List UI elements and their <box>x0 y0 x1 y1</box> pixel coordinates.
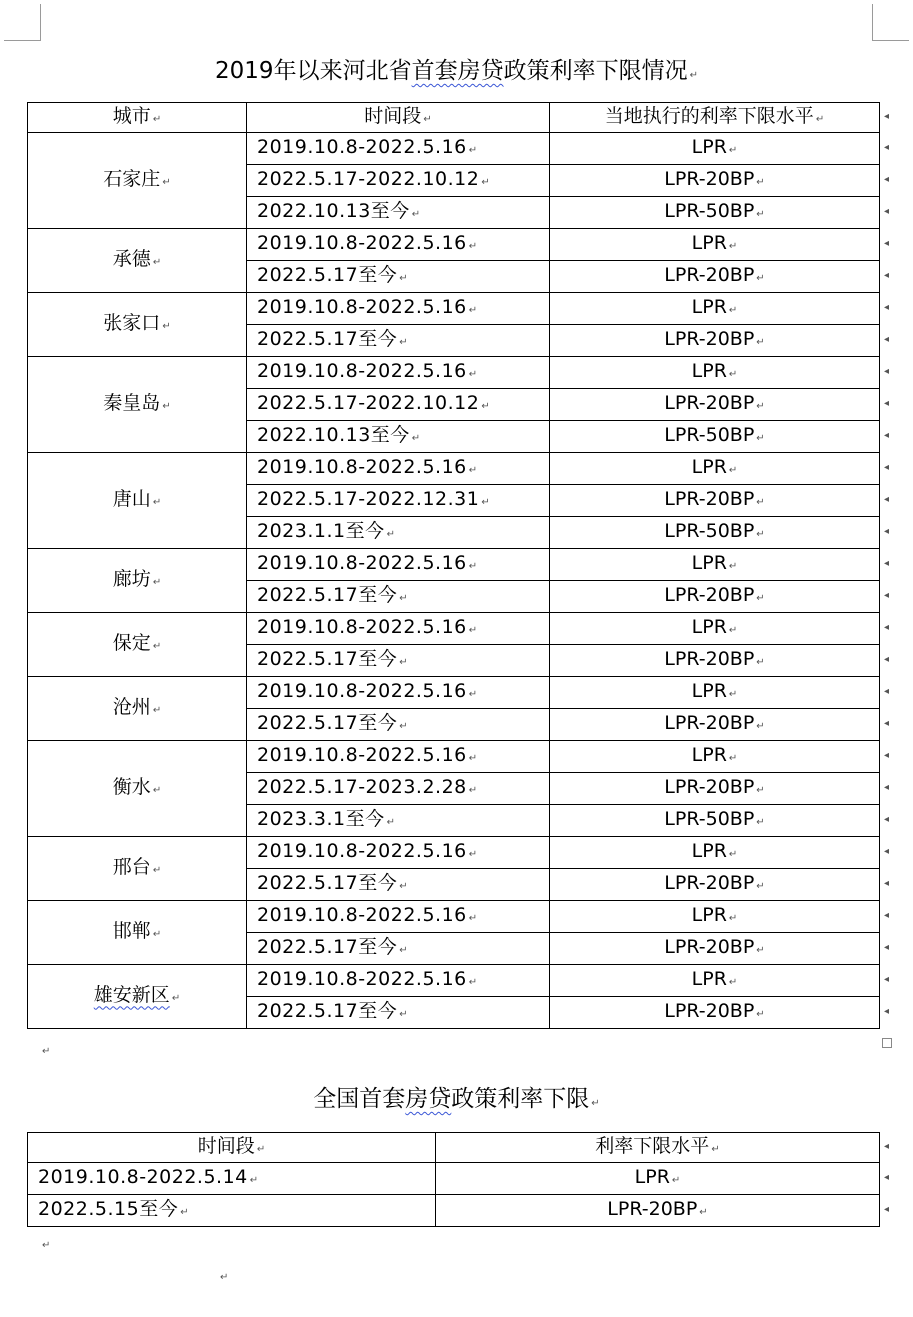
city-cell <box>28 677 247 741</box>
period-cell <box>247 485 550 517</box>
table-row <box>28 613 880 645</box>
rate-value: LPR-20BP <box>664 583 755 606</box>
period-cell <box>247 293 550 325</box>
header-period: 时间段 ↵ <box>247 103 550 133</box>
paragraph-mark: ↵ <box>42 1046 51 1057</box>
period-value: 2019.10.8-2022.5.16 <box>257 967 467 990</box>
title-part: 2019年以来河北省 <box>215 58 412 84</box>
period-value: 2022.5.17-2022.10.12 <box>257 391 480 414</box>
period-cell <box>247 677 550 709</box>
rate-value: LPR-20BP <box>664 871 755 894</box>
period-value: 2022.5.15至今 <box>38 1197 179 1220</box>
period-cell <box>247 741 550 773</box>
period-cell <box>247 901 550 933</box>
table-row <box>28 229 880 261</box>
period-cell <box>247 869 550 901</box>
period-value: 2022.5.17至今 <box>257 263 398 286</box>
row-end-mark: ◂ <box>884 589 890 601</box>
header-city: 城市 ↵ <box>28 103 247 133</box>
paragraph-mark: ↵ <box>728 976 738 988</box>
rate-cell <box>550 613 880 645</box>
hebei-rate-table <box>27 102 880 1029</box>
city-cell <box>28 357 247 453</box>
paragraph-mark: ↵ <box>728 624 738 636</box>
period-value: 2022.10.13至今 <box>257 199 410 222</box>
period-value: 2019.10.8-2022.5.14 <box>38 1165 248 1188</box>
period-value: 2022.5.17至今 <box>257 871 398 894</box>
city-name: 廊坊 <box>112 567 151 590</box>
row-end-mark: ◂ <box>884 173 890 185</box>
rate-value: LPR <box>691 231 727 254</box>
rate-value: LPR-50BP <box>664 199 755 222</box>
rate-cell <box>436 1195 880 1227</box>
period-value: 2022.5.17至今 <box>257 327 398 350</box>
rate-cell <box>550 997 880 1029</box>
period-value: 2022.5.17至今 <box>257 999 398 1022</box>
paragraph-mark: ↵ <box>399 1008 409 1020</box>
paragraph-mark: ↵ <box>756 1008 765 1020</box>
paragraph-mark: ↵ <box>399 592 409 604</box>
paragraph-mark: ↵ <box>152 256 162 268</box>
row-end-mark: ◂ <box>884 557 890 569</box>
rate-cell <box>550 325 880 357</box>
table-header-row <box>28 1133 880 1163</box>
period-value: 2019.10.8-2022.5.16 <box>257 839 467 862</box>
rate-cell <box>550 741 880 773</box>
paragraph-mark: ↵ <box>756 272 765 284</box>
period-cell <box>247 581 550 613</box>
paragraph-mark: ↵ <box>152 864 162 876</box>
title-hebei <box>0 56 913 91</box>
row-end-mark: ◂ <box>884 909 890 921</box>
city-name: 衡水 <box>112 775 151 798</box>
paragraph-mark: ↵ <box>756 208 765 220</box>
paragraph-mark: ↵ <box>591 1098 600 1109</box>
city-name: 雄安新区 <box>93 983 170 1006</box>
title-part: 政策利率下限 <box>451 1086 590 1112</box>
paragraph-mark: ↵ <box>728 560 738 572</box>
paragraph-mark: ↵ <box>152 704 162 716</box>
period-cell <box>247 165 550 197</box>
paragraph-mark: ↵ <box>399 336 409 348</box>
row-end-mark: ◂ <box>884 749 890 761</box>
paragraph-mark: ↵ <box>468 624 478 636</box>
paragraph-mark: ↵ <box>152 576 162 588</box>
period-cell <box>247 453 550 485</box>
city-cell <box>28 133 247 229</box>
table-row <box>28 549 880 581</box>
paragraph-mark: ↵ <box>399 720 409 732</box>
rate-cell <box>550 837 880 869</box>
table-row <box>28 293 880 325</box>
paragraph-mark: ↵ <box>468 560 478 572</box>
row-end-mark: ◂ <box>884 1005 890 1017</box>
period-value: 2019.10.8-2022.5.16 <box>257 295 467 318</box>
city-name: 沧州 <box>112 695 151 718</box>
paragraph-mark: ↵ <box>468 848 478 860</box>
paragraph-mark: ↵ <box>468 464 478 476</box>
rate-value: LPR-20BP <box>664 711 755 734</box>
table-row <box>28 837 880 869</box>
city-name: 石家庄 <box>103 167 161 190</box>
rate-cell <box>550 805 880 837</box>
period-cell <box>28 1163 436 1195</box>
rate-value: LPR-20BP <box>664 167 755 190</box>
paragraph-mark: ↵ <box>699 1206 708 1218</box>
row-end-mark: ◂ <box>884 1171 890 1183</box>
paragraph-mark: ↵ <box>728 368 738 380</box>
rate-cell <box>550 933 880 965</box>
paragraph-mark: ↵ <box>468 688 478 700</box>
rate-value: LPR <box>691 551 727 574</box>
row-end-mark: ◂ <box>884 1140 890 1152</box>
paragraph-mark: ↵ <box>728 688 738 700</box>
rate-cell <box>550 389 880 421</box>
rate-value: LPR-20BP <box>664 391 755 414</box>
period-value: 2019.10.8-2022.5.16 <box>257 135 467 158</box>
city-name: 邢台 <box>112 855 151 878</box>
city-name: 唐山 <box>112 487 151 510</box>
rate-cell <box>550 581 880 613</box>
city-cell <box>28 549 247 613</box>
period-cell <box>247 261 550 293</box>
paragraph-mark: ↵ <box>411 432 421 444</box>
row-end-mark: ◂ <box>884 685 890 697</box>
row-end-mark: ◂ <box>884 973 890 985</box>
period-cell <box>247 773 550 805</box>
period-cell <box>247 133 550 165</box>
row-end-mark: ◂ <box>884 845 890 857</box>
period-value: 2019.10.8-2022.5.16 <box>257 231 467 254</box>
rate-cell <box>550 261 880 293</box>
rate-value: LPR <box>691 455 727 478</box>
paragraph-mark: ↵ <box>468 752 478 764</box>
period-value: 2019.10.8-2022.5.16 <box>257 455 467 478</box>
paragraph-mark: ↵ <box>399 944 409 956</box>
period-value: 2022.5.17至今 <box>257 583 398 606</box>
paragraph-mark: ↵ <box>399 656 409 668</box>
table-row <box>28 741 880 773</box>
paragraph-mark: ↵ <box>468 240 478 252</box>
row-end-mark: ◂ <box>884 493 890 505</box>
paragraph-mark: ↵ <box>162 320 171 332</box>
table-header-row <box>28 103 880 133</box>
paragraph-mark: ↵ <box>756 528 765 540</box>
period-cell <box>247 709 550 741</box>
title-national-text <box>313 1086 589 1112</box>
header-period: 时间段 ↵ <box>28 1133 436 1163</box>
rate-value: LPR-20BP <box>664 647 755 670</box>
paragraph-mark: ↵ <box>468 368 478 380</box>
row-end-mark: ◂ <box>884 141 890 153</box>
period-cell <box>247 805 550 837</box>
period-cell <box>247 613 550 645</box>
city-cell <box>28 901 247 965</box>
table-row <box>28 1163 880 1195</box>
rate-cell <box>550 517 880 549</box>
rate-value: LPR <box>691 295 727 318</box>
table-row <box>28 453 880 485</box>
rate-cell <box>550 773 880 805</box>
city-cell <box>28 613 247 677</box>
paragraph-mark: ↵ <box>249 1174 259 1186</box>
title-part: 全国首套 <box>313 1086 406 1112</box>
period-value: 2022.10.13至今 <box>257 423 410 446</box>
paragraph-mark: ↵ <box>152 496 162 508</box>
rate-cell <box>550 197 880 229</box>
paragraph-mark: ↵ <box>468 784 478 796</box>
header-rate: 利率下限水平 ↵ <box>436 1133 880 1163</box>
paragraph-mark: ↵ <box>180 1206 190 1218</box>
paragraph-mark: ↵ <box>468 304 478 316</box>
row-end-mark: ◂ <box>884 1203 890 1215</box>
row-end-mark: ◂ <box>884 397 890 409</box>
period-cell <box>247 997 550 1029</box>
rate-value: LPR <box>691 903 727 926</box>
paragraph-mark: ↵ <box>220 1272 229 1283</box>
period-value: 2019.10.8-2022.5.16 <box>257 551 467 574</box>
period-cell <box>247 357 550 389</box>
row-end-mark: ◂ <box>884 237 890 249</box>
table-row <box>28 901 880 933</box>
paragraph-mark: ↵ <box>756 720 765 732</box>
paragraph-mark: ↵ <box>386 528 396 540</box>
period-value: 2019.10.8-2022.5.16 <box>257 903 467 926</box>
period-cell <box>247 965 550 997</box>
period-value: 2022.5.17-2022.10.12 <box>257 167 480 190</box>
title-national <box>0 1084 913 1119</box>
paragraph-mark: ↵ <box>152 640 162 652</box>
period-value: 2022.5.17-2022.12.31 <box>257 487 480 510</box>
rate-value: LPR <box>691 135 727 158</box>
rate-value: LPR <box>691 359 727 382</box>
paragraph-mark: ↵ <box>756 656 765 668</box>
rate-value: LPR <box>691 967 727 990</box>
rate-value: LPR <box>691 743 727 766</box>
paragraph-mark: ↵ <box>468 144 478 156</box>
period-value: 2022.5.17至今 <box>257 935 398 958</box>
period-value: 2022.5.17-2023.2.28 <box>257 775 467 798</box>
row-end-mark: ◂ <box>884 525 890 537</box>
page-corner-mark <box>4 4 41 41</box>
rate-cell <box>550 869 880 901</box>
city-name: 邯郸 <box>112 919 151 942</box>
rate-cell <box>550 421 880 453</box>
paragraph-mark: ↵ <box>728 240 738 252</box>
city-cell <box>28 741 247 837</box>
table-row <box>28 1195 880 1227</box>
row-end-mark: ◂ <box>884 461 890 473</box>
row-end-mark: ◂ <box>884 813 890 825</box>
period-value: 2019.10.8-2022.5.16 <box>257 743 467 766</box>
title-hebei-text <box>215 58 688 84</box>
paragraph-mark: ↵ <box>162 400 171 412</box>
row-end-mark: ◂ <box>884 110 890 122</box>
rate-cell <box>550 549 880 581</box>
rate-cell <box>550 229 880 261</box>
table-row <box>28 677 880 709</box>
paragraph-mark: ↵ <box>171 992 181 1004</box>
paragraph-mark: ↵ <box>756 816 765 828</box>
period-cell <box>247 325 550 357</box>
paragraph-mark: ↵ <box>42 1240 51 1251</box>
city-cell <box>28 965 247 1029</box>
period-value: 2022.5.17至今 <box>257 647 398 670</box>
rate-cell <box>550 965 880 997</box>
period-cell <box>247 645 550 677</box>
row-end-mark: ◂ <box>884 429 890 441</box>
period-cell <box>247 229 550 261</box>
rate-value: LPR-20BP <box>664 775 755 798</box>
table-row <box>28 357 880 389</box>
table-resize-handle[interactable] <box>882 1038 892 1048</box>
header-rate: 当地执行的利率下限水平 ↵ <box>550 103 880 133</box>
city-cell <box>28 837 247 901</box>
paragraph-mark: ↵ <box>162 176 171 188</box>
rate-cell <box>436 1163 880 1195</box>
city-name: 张家口 <box>103 311 161 334</box>
row-end-mark: ◂ <box>884 205 890 217</box>
rate-value: LPR <box>691 615 727 638</box>
period-cell <box>28 1195 436 1227</box>
row-end-mark: ◂ <box>884 269 890 281</box>
paragraph-mark: ↵ <box>468 976 478 988</box>
rate-value: LPR-20BP <box>607 1197 698 1220</box>
table-row <box>28 965 880 997</box>
row-end-mark: ◂ <box>884 653 890 665</box>
paragraph-mark: ↵ <box>728 304 738 316</box>
city-name: 承德 <box>112 247 151 270</box>
paragraph-mark: ↵ <box>671 1174 681 1186</box>
rate-cell <box>550 293 880 325</box>
paragraph-mark: ↵ <box>399 272 409 284</box>
paragraph-mark: ↵ <box>728 752 738 764</box>
period-cell <box>247 421 550 453</box>
paragraph-mark: ↵ <box>481 176 491 188</box>
rate-cell <box>550 645 880 677</box>
rate-value: LPR <box>691 679 727 702</box>
rate-cell <box>550 709 880 741</box>
paragraph-mark: ↵ <box>756 400 765 412</box>
paragraph-mark: ↵ <box>756 880 765 892</box>
paragraph-mark: ↵ <box>728 848 738 860</box>
rate-value: LPR-50BP <box>664 519 755 542</box>
city-cell <box>28 453 247 549</box>
row-end-mark: ◂ <box>884 365 890 377</box>
spellcheck-underline: 首套房贷 <box>411 58 504 84</box>
page-corner-mark <box>872 4 909 41</box>
paragraph-mark: ↵ <box>728 144 738 156</box>
period-cell <box>247 517 550 549</box>
paragraph-mark: ↵ <box>756 496 765 508</box>
period-cell <box>247 837 550 869</box>
row-end-mark: ◂ <box>884 781 890 793</box>
rate-cell <box>550 677 880 709</box>
paragraph-mark: ↵ <box>481 400 491 412</box>
national-rate-table <box>27 1132 880 1227</box>
rate-cell <box>550 901 880 933</box>
city-cell <box>28 293 247 357</box>
paragraph-mark: ↵ <box>756 944 765 956</box>
paragraph-mark: ↵ <box>399 880 409 892</box>
rate-value: LPR-50BP <box>664 807 755 830</box>
rate-cell <box>550 165 880 197</box>
period-cell <box>247 549 550 581</box>
city-name: 保定 <box>112 631 151 654</box>
rate-cell <box>550 485 880 517</box>
period-value: 2019.10.8-2022.5.16 <box>257 359 467 382</box>
paragraph-mark: ↵ <box>689 70 698 81</box>
row-end-mark: ◂ <box>884 333 890 345</box>
table-row <box>28 133 880 165</box>
period-value: 2023.1.1至今 <box>257 519 385 542</box>
paragraph-mark: ↵ <box>152 928 162 940</box>
row-end-mark: ◂ <box>884 301 890 313</box>
paragraph-mark: ↵ <box>756 176 765 188</box>
city-cell <box>28 229 247 293</box>
rate-value: LPR <box>691 839 727 862</box>
paragraph-mark: ↵ <box>152 784 162 796</box>
spellcheck-underline: 房贷 <box>405 1086 452 1112</box>
rate-value: LPR-20BP <box>664 263 755 286</box>
rate-value: LPR-20BP <box>664 487 755 510</box>
paragraph-mark: ↵ <box>756 592 765 604</box>
paragraph-mark: ↵ <box>468 912 478 924</box>
paragraph-mark: ↵ <box>411 208 421 220</box>
period-cell <box>247 933 550 965</box>
title-part: 政策利率下限情况 <box>503 58 688 84</box>
rate-value: LPR <box>634 1165 670 1188</box>
city-name: 秦皇岛 <box>103 391 161 414</box>
row-end-mark: ◂ <box>884 877 890 889</box>
period-cell <box>247 389 550 421</box>
rate-cell <box>550 357 880 389</box>
paragraph-mark: ↵ <box>756 336 765 348</box>
row-end-mark: ◂ <box>884 717 890 729</box>
period-value: 2019.10.8-2022.5.16 <box>257 615 467 638</box>
period-value: 2023.3.1至今 <box>257 807 385 830</box>
paragraph-mark: ↵ <box>386 816 396 828</box>
paragraph-mark: ↵ <box>481 496 491 508</box>
rate-value: LPR-20BP <box>664 999 755 1022</box>
row-end-mark: ◂ <box>884 941 890 953</box>
paragraph-mark: ↵ <box>728 912 738 924</box>
period-value: 2022.5.17至今 <box>257 711 398 734</box>
rate-value: LPR-20BP <box>664 935 755 958</box>
period-value: 2019.10.8-2022.5.16 <box>257 679 467 702</box>
row-end-mark: ◂ <box>884 621 890 633</box>
rate-value: LPR-50BP <box>664 423 755 446</box>
rate-value: LPR-20BP <box>664 327 755 350</box>
rate-cell <box>550 453 880 485</box>
paragraph-mark: ↵ <box>728 464 738 476</box>
rate-cell <box>550 133 880 165</box>
period-cell <box>247 197 550 229</box>
paragraph-mark: ↵ <box>756 432 765 444</box>
paragraph-mark: ↵ <box>756 784 765 796</box>
